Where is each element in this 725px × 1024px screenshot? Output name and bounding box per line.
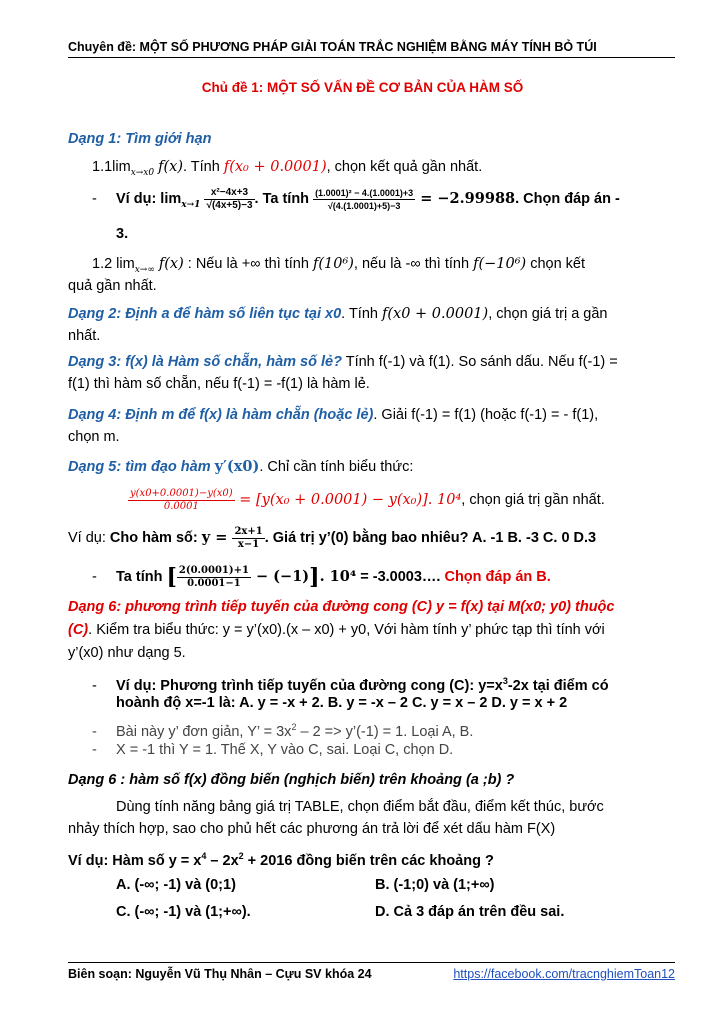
section-6-bullet-1: - Bài này y’ đơn giản, Y’ = $3x^2 - 2$ => y’(-1) = 1. Loại A, B. xyxy=(92,722,474,740)
footer-link[interactable]: https://facebook.com/tracnghiemToan12 xyxy=(453,967,675,981)
option-a: A. (-∞; -1) và (0;1) xyxy=(116,877,236,893)
section-1-heading: Dạng 1: Tìm giới hạn xyxy=(68,131,212,147)
section-6-heading: Dạng 6: phương trình tiếp tuyến của đường cong (C) y = f(x) tại M(x0; y0) thuộc xyxy=(68,599,615,615)
section-1-example-cont: 3. xyxy=(116,226,129,242)
section-7-text: Dùng tính năng bảng giá trị TABLE, chọn điểm bắt đầu, điểm kết thúc, bước xyxy=(116,799,604,815)
page-header: Chuyên đề: MỘT SỐ PHƯƠNG PHÁP GIẢI TOÁN TRẮC NGHIỆM BẰNG MÁY TÍNH BỎ TÚI xyxy=(68,40,675,58)
section-7-heading: Dạng 6 : hàm số f(x) đồng biến (nghịch biến) trên khoảng (a ;b) ? xyxy=(68,772,515,788)
fraction: $\frac{\text{x²−4x+3}}{√(4x+5)-3}$ xyxy=(206,186,253,211)
fraction: $\frac{2(0.0001)+1}{0.0001-1}$ xyxy=(178,564,249,589)
page-title: Chủ đề 1: MỘT SỐ VẤN ĐỀ CƠ BẢN CỦA HÀM SỐ xyxy=(201,80,524,95)
section-5-solution: - Ta tính [ $\frac{2(0.0001)+1}{0.0001-1}$ − (−1)]. 10⁴ = -3.0003…. Chọn đáp án B. xyxy=(92,564,551,591)
fraction: $\frac{\text{(1.0001)² − 4.(1.0001)+3}}{√(4.(1.0001)+5)-3}$ xyxy=(315,187,414,211)
section-5: Dạng 5: tìm đạo hàm y′(x0). Chỉ cần tính biểu thức: xyxy=(68,458,414,475)
option-d: D. Cả 3 đáp án trên đều sai. xyxy=(375,904,565,920)
section-6-bullet-2: - X = -1 thì Y = 1. Thế X, Y vào C, sai. Loại C, chọn D. xyxy=(92,742,454,758)
footer-author: Biên soạn: Nguyễn Vũ Thụ Nhân – Cựu SV khóa 24 xyxy=(68,967,372,981)
section-5-example: Ví dụ: Cho hàm số: y = $\frac{2x+1}{x-1}$ . Giá trị y’(0) bằng bao nhiêu? A. -1 B. -3 C. 0 D.3 xyxy=(68,525,597,550)
section-6-example-cont: hoành độ x=-1 là: A. y = -x + 2. B. y = -x – 2 C. y = x – 2 D. y = x + 2 xyxy=(116,695,568,711)
section-7-example: Ví dụ: Hàm số $y = x^4 - 2x^2 + 2016$ đồng biến trên các khoảng ? xyxy=(68,851,494,869)
section-6-example: - Ví dụ: Phương trình tiếp tuyến của đường cong (C): $y=x^3-2x$ tại điểm có xyxy=(92,676,609,694)
section-4: Dạng 4: Định m để f(x) là hàm chẵn (hoặc lẻ). Giải f(-1) = f(1) (hoặc f(-1) = - f(1), xyxy=(68,407,599,423)
section-7-text-cont: nhảy thích hợp, sao cho phủ hết các phương án trả lời để xét dấu hàm F(X) xyxy=(68,821,556,837)
section-1-item-2-cont: quả gần nhất. xyxy=(68,278,157,294)
option-c: C. (-∞; -1) và (1;+∞). xyxy=(116,904,251,920)
section-1-example: - Ví dụ: $\lim_{x\to 1}$ $\frac{\text{x²−4x+3}}{√(4x+5)-3}$ . Ta tính $\frac{\text{(1.0001)² − 4.(1.0001)+3}}{√(4.(1.0001)+5)-3}$ = −2.99988. Chọn đáp án - xyxy=(92,186,620,211)
section-1-item-1: $1.1\lim_{x\to x0}$ f(x). Tính f(x₀ + 0.0001), chọn kết quả gần nhất. xyxy=(92,159,483,178)
fraction: $\frac{2x+1}{x-1}$ xyxy=(234,525,263,550)
page-footer xyxy=(68,962,675,981)
section-4-cont: chọn m. xyxy=(68,429,120,445)
section-5-formula: $\frac{y(x0+0.0001)-y(x0)}{0.0001}$ = [y(x₀ + 0.0001) − y(x₀)]. 10⁴, chọn giá trị gần nhất. xyxy=(130,487,605,512)
fraction: $\frac{y(x0+0.0001)-y(x0)}{0.0001}$ xyxy=(130,487,233,512)
section-2-cont: nhất. xyxy=(68,328,101,344)
option-b: B. (-1;0) và (1;+∞) xyxy=(375,877,495,893)
section-3: Dạng 3: f(x) là Hàm số chẵn, hàm số lẻ? Tính f(-1) và f(1). So sánh dấu. Nếu f(-1) = xyxy=(68,354,618,370)
section-6-cont: y’(x0) như dạng 5. xyxy=(68,645,186,661)
section-3-cont: f(1) thì hàm số chẵn, nếu f(-1) = -f(1) là hàm lẻ. xyxy=(68,376,370,392)
section-2: Dạng 2: Định a để hàm số liên tục tại x0. Tính f(x0 + 0.0001), chọn giá trị a gần xyxy=(68,306,608,322)
section-6: (C). Kiểm tra biểu thức: y = y’(x0).(x – x0) + y0, Với hàm tính y’ phức tạp thì tính với xyxy=(68,622,605,638)
section-1-item-2: 1.2 $\lim_{x\to\infty} f(x)$ : Nếu là +∞ thì tính f(10⁶), nếu là -∞ thì tính f(−10⁶) chọn kết xyxy=(92,256,586,275)
